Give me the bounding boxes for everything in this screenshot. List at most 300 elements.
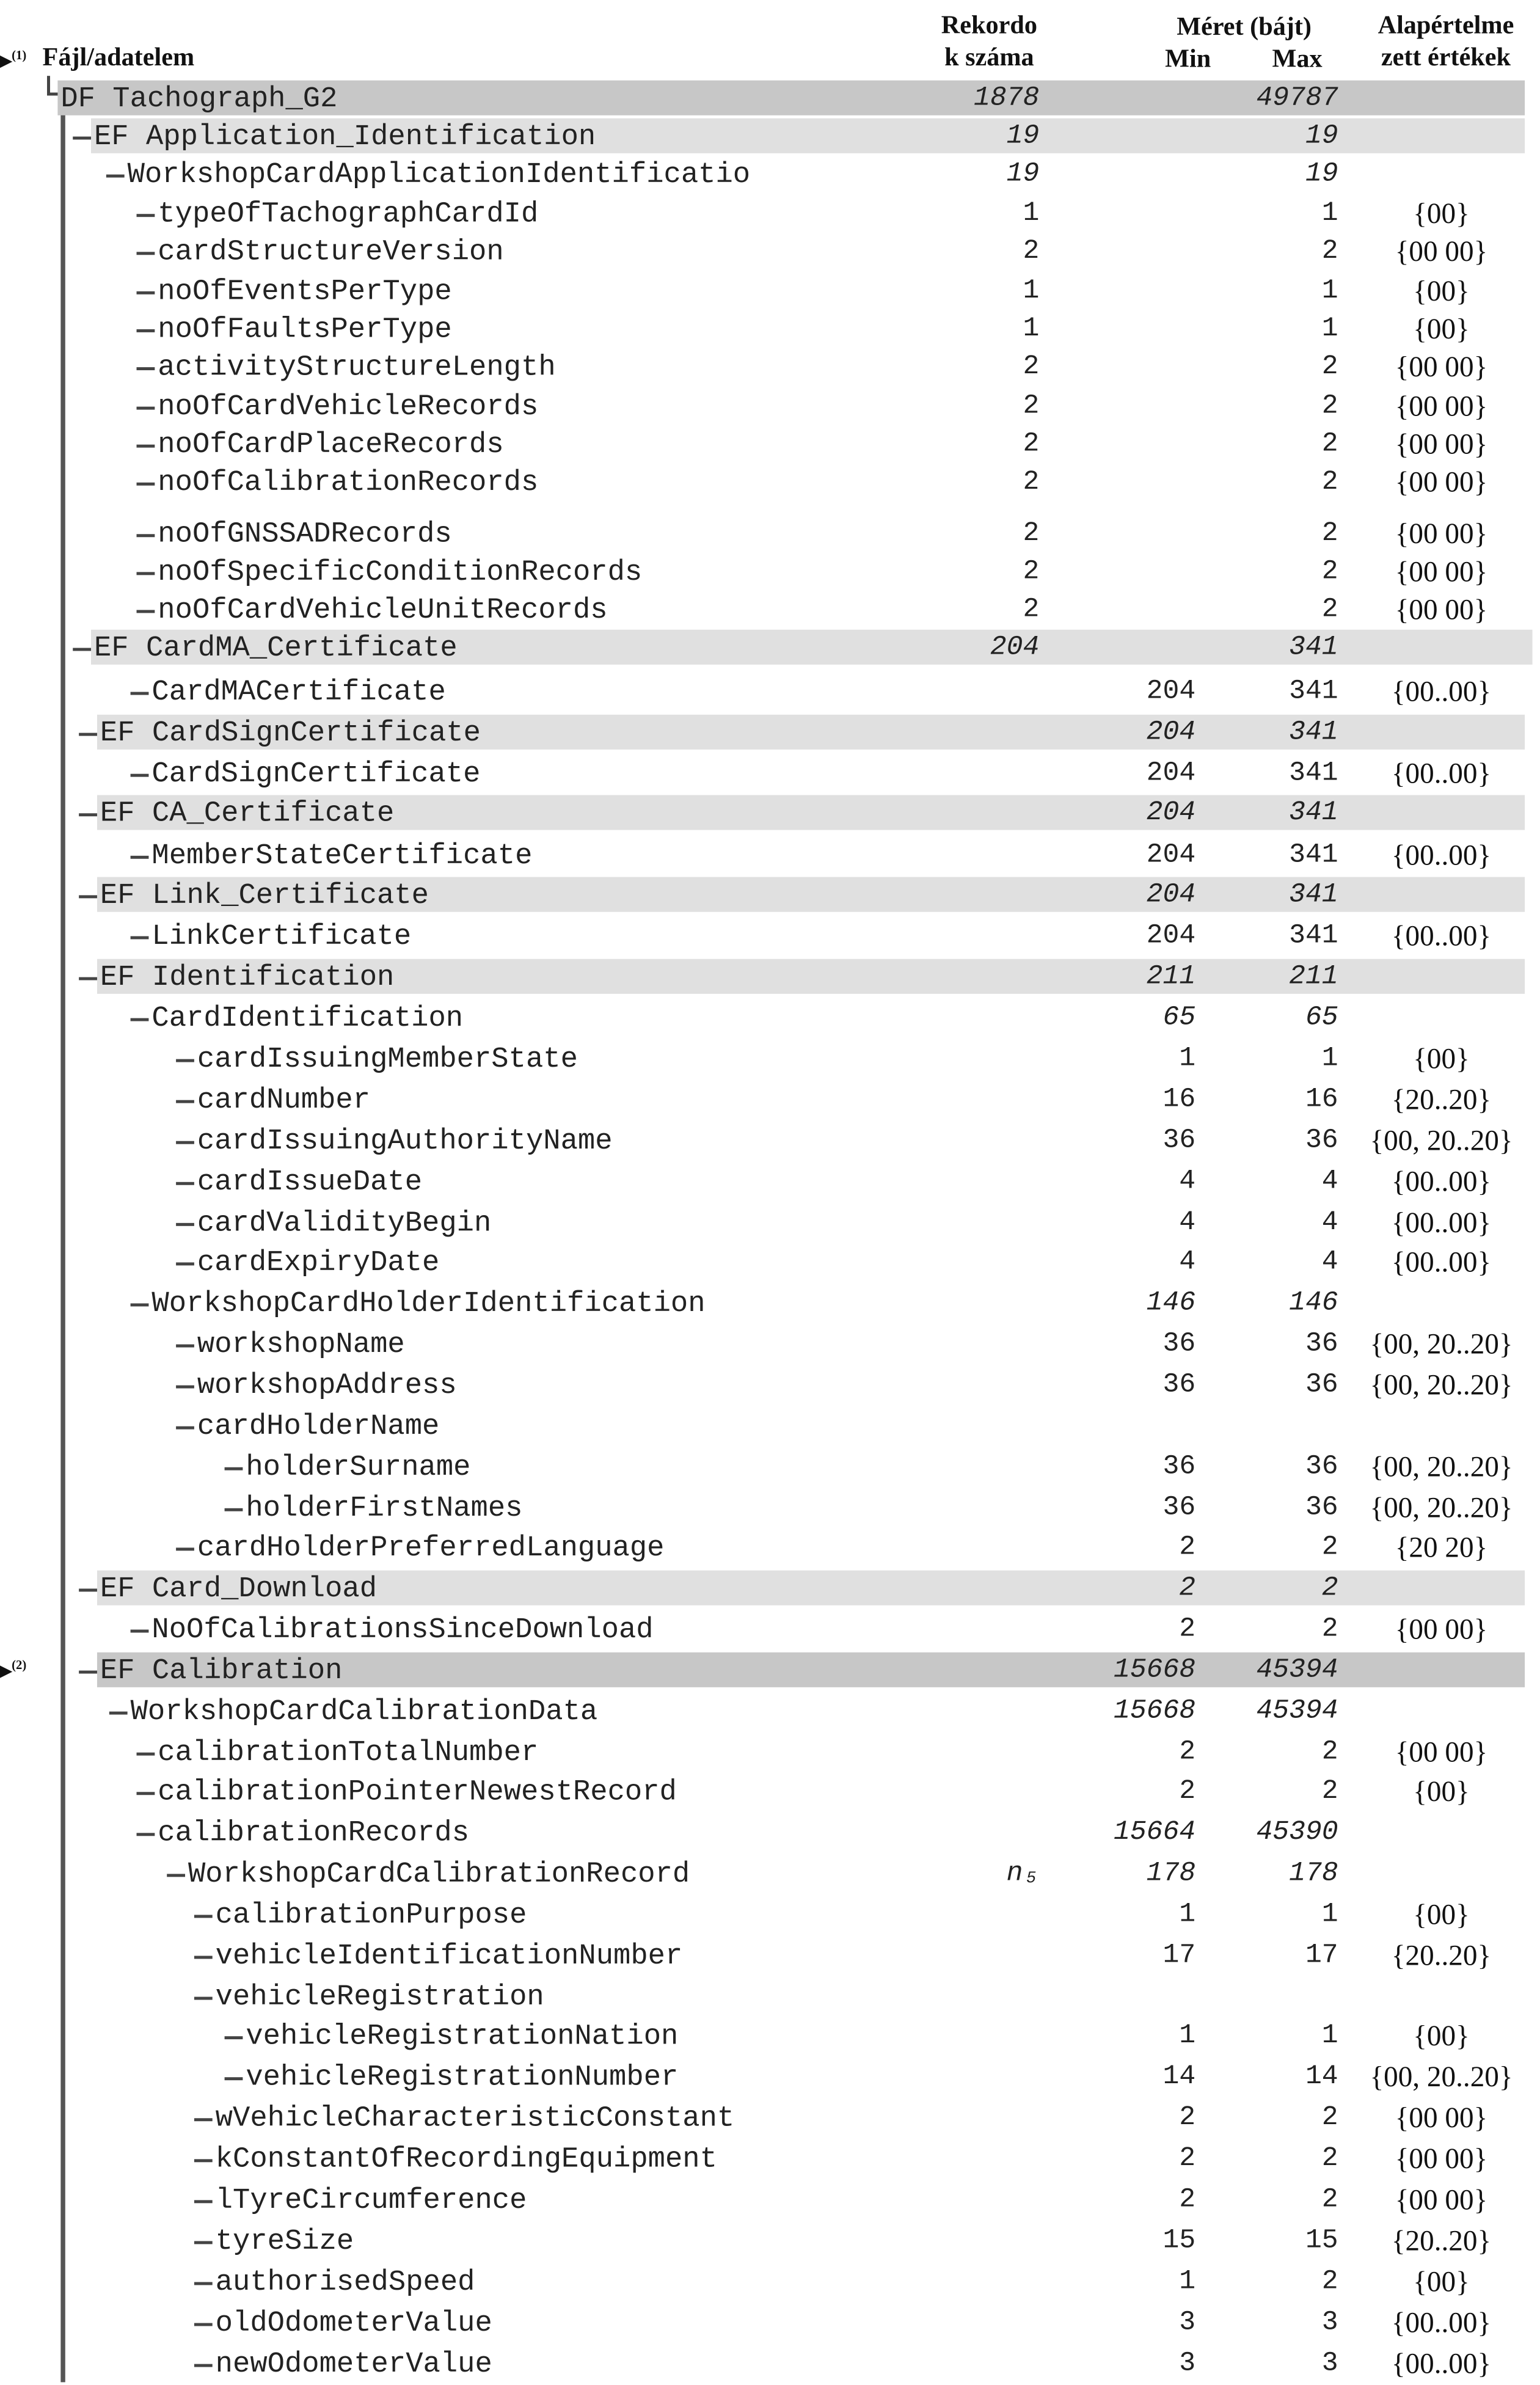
element-name: noOfFaultsPerType — [158, 312, 452, 346]
tree-branch-connector — [176, 1223, 194, 1226]
default-value: {00} — [1413, 2021, 1470, 2053]
tree-branch-connector — [194, 1956, 213, 1959]
size-min: 211 — [1146, 962, 1196, 993]
element-name: newOdometerValue — [215, 2347, 492, 2381]
size-min: 36 — [1162, 1125, 1196, 1156]
default-value: {00} — [1413, 1899, 1470, 1932]
tree-branch-connector — [73, 648, 91, 651]
table-row — [0, 1041, 1540, 1079]
tree-branch-connector — [131, 1018, 149, 1021]
table-row — [0, 795, 1540, 833]
col-header-records-line1: Rekordo — [941, 10, 1037, 40]
size-min: 65 — [1162, 1003, 1196, 1034]
table-row — [0, 1205, 1540, 1243]
table-row — [0, 2264, 1540, 2302]
element-name: workshopAddress — [197, 1368, 457, 1402]
size-max: 19 — [1305, 121, 1338, 152]
tree-branch-connector — [167, 1874, 185, 1877]
element-name: WorkshopCardHolderIdentification — [151, 1287, 706, 1320]
size-max: 341 — [1289, 880, 1338, 911]
size-min: 1 — [1179, 2021, 1196, 2051]
footnote-marker-2: ▶$^{(2)}$ — [0, 1658, 27, 1681]
size-max: 341 — [1289, 758, 1338, 789]
element-name: vehicleRegistration — [215, 1980, 544, 2014]
tree-branch-connector — [225, 1508, 243, 1511]
record-count: 2 — [1023, 391, 1040, 422]
table-row — [0, 349, 1540, 387]
size-min: 4 — [1179, 1208, 1196, 1238]
tree-branch-connector — [194, 2364, 213, 2367]
record-count: 204 — [990, 632, 1040, 663]
tree-branch-connector — [176, 1262, 194, 1265]
element-name: activityStructureLength — [158, 350, 556, 384]
table-row — [0, 1938, 1540, 1976]
table-row — [0, 877, 1540, 915]
size-max: 19 — [1305, 159, 1338, 190]
table-row — [0, 2182, 1540, 2220]
table-row — [0, 1653, 1540, 1690]
tree-branch-connector — [137, 483, 155, 486]
record-count: 2 — [1023, 236, 1040, 268]
element-name: EF Identification — [100, 960, 395, 994]
default-value: {00} — [1413, 314, 1470, 346]
element-name: calibrationRecords — [158, 1816, 470, 1850]
element-name: tyreSize — [215, 2224, 354, 2258]
default-value: {00 00} — [1395, 2185, 1488, 2217]
size-max: 2 — [1321, 236, 1338, 268]
tree-branch-connector — [131, 774, 149, 777]
table-row — [0, 273, 1540, 311]
size-min: 3 — [1179, 2307, 1196, 2339]
size-max: 36 — [1305, 1492, 1338, 1524]
tree-branch-connector — [106, 175, 125, 178]
table-row — [0, 1285, 1540, 1323]
size-min: 36 — [1162, 1329, 1196, 1360]
table-row — [0, 119, 1540, 156]
table-row — [0, 1000, 1540, 1038]
tree-branch-connector — [79, 895, 97, 898]
tree-branch-connector — [79, 1671, 97, 1674]
table-row — [0, 715, 1540, 753]
element-name: cardIssueDate — [197, 1165, 423, 1199]
table-row — [0, 1326, 1540, 1364]
table-row — [0, 2305, 1540, 2343]
size-max: 2 — [1321, 2144, 1338, 2175]
record-count: 19 — [1006, 121, 1040, 152]
tree-branch-connector — [137, 445, 155, 448]
default-value: {00, 20..20} — [1370, 1492, 1513, 1525]
record-count: 2 — [1023, 594, 1040, 626]
table-row — [0, 1815, 1540, 1853]
tree-branch-connector — [176, 1547, 194, 1550]
element-name: CardMACertificate — [151, 675, 446, 709]
default-value: {20 20} — [1395, 1532, 1488, 1565]
element-name: typeOfTachographCardId — [158, 197, 539, 231]
record-count: 1 — [1023, 314, 1040, 345]
table-row — [0, 1449, 1540, 1487]
tree-branch-connector — [73, 137, 91, 140]
tree-branch-connector — [131, 936, 149, 939]
tree-branch-connector — [109, 1712, 128, 1715]
element-name: EF Calibration — [100, 1654, 343, 1687]
table-row — [0, 2346, 1540, 2384]
size-max: 4 — [1321, 1247, 1338, 1278]
size-max: 1 — [1321, 314, 1338, 345]
table-row — [0, 2100, 1540, 2138]
table-row — [0, 918, 1540, 956]
size-min: 1 — [1179, 1899, 1196, 1930]
record-count: 1 — [1023, 199, 1040, 230]
default-value: {00..00} — [1391, 2348, 1492, 2381]
element-name: holderSurname — [246, 1450, 471, 1485]
element-name: oldOdometerValue — [215, 2306, 492, 2340]
element-name: EF Application_Identification — [93, 120, 596, 153]
col-header-name: Fájl/adatelem — [42, 42, 195, 71]
default-value: {00 00} — [1395, 1614, 1488, 1646]
element-name: noOfCardVehicleRecords — [158, 390, 539, 423]
default-value: {00 00} — [1395, 429, 1488, 462]
element-name: CardSignCertificate — [151, 757, 481, 791]
record-count: 2 — [1023, 352, 1040, 382]
size-max: 45394 — [1256, 1696, 1338, 1727]
size-max: 36 — [1305, 1125, 1338, 1156]
size-min: 2 — [1179, 1573, 1196, 1604]
tree-branch-connector — [79, 813, 97, 816]
default-value: {00..00} — [1391, 1247, 1492, 1279]
tree-branch-connector — [176, 1426, 194, 1430]
size-min: 17 — [1162, 1940, 1196, 1971]
size-min: 15668 — [1113, 1696, 1196, 1727]
table-row — [0, 1979, 1540, 2017]
tree-branch-connector — [137, 1833, 155, 1836]
tree-branch-connector — [137, 214, 155, 217]
table-row — [0, 592, 1540, 630]
size-max: 1 — [1321, 276, 1338, 307]
size-max: 2 — [1321, 1614, 1338, 1645]
table-row — [0, 1123, 1540, 1161]
table-row — [0, 756, 1540, 794]
size-min: 1 — [1179, 1043, 1196, 1075]
record-count: 2 — [1023, 467, 1040, 498]
footnote-marker-1-label: (1) — [12, 48, 27, 62]
element-name: cardHolderPreferredLanguage — [197, 1531, 665, 1565]
size-max: 36 — [1305, 1370, 1338, 1401]
record-count: 2 — [1023, 519, 1040, 550]
element-name: MemberStateCertificate — [151, 839, 533, 873]
default-value: {00, 20..20} — [1370, 1452, 1513, 1485]
default-value: {00..00} — [1391, 676, 1492, 709]
element-name: noOfCalibrationRecords — [158, 466, 539, 500]
element-name: cardValidityBegin — [197, 1206, 492, 1240]
size-max: 2 — [1321, 1777, 1338, 1808]
element-name: workshopName — [197, 1328, 405, 1361]
table-row — [0, 81, 1540, 119]
size-min: 2 — [1179, 1777, 1196, 1808]
element-name: NoOfCalibrationsSinceDownload — [151, 1613, 654, 1646]
tree-branch-connector — [137, 1753, 155, 1756]
col-header-records-line2: k száma — [944, 42, 1034, 71]
size-max: 4 — [1321, 1208, 1338, 1238]
default-value: {00 00} — [1395, 2144, 1488, 2176]
size-min: 204 — [1146, 676, 1196, 707]
size-max: 16 — [1305, 1084, 1338, 1116]
size-max: 2 — [1321, 1532, 1338, 1563]
tree-branch-connector — [194, 2241, 213, 2244]
size-max: 146 — [1289, 1288, 1338, 1319]
size-max: 341 — [1289, 798, 1338, 829]
size-min: 4 — [1179, 1247, 1196, 1278]
size-min: 204 — [1146, 758, 1196, 789]
element-name: calibrationPurpose — [215, 1898, 527, 1932]
col-header-min: Min — [1165, 44, 1211, 73]
record-count: 2 — [1023, 429, 1040, 460]
size-min: 2 — [1179, 2185, 1196, 2216]
element-name: WorkshopCardCalibrationData — [130, 1695, 598, 1728]
element-name: DF Tachograph_G2 — [60, 82, 338, 115]
table-row — [0, 2141, 1540, 2179]
tree-branch-connector — [225, 2036, 243, 2039]
record-count: n₅ — [1006, 1858, 1040, 1890]
table-row — [0, 1490, 1540, 1528]
size-max: 1 — [1321, 1043, 1338, 1075]
col-header-max: Max — [1272, 44, 1323, 73]
size-min: 2 — [1179, 1532, 1196, 1563]
table-row — [0, 1693, 1540, 1731]
size-min: 36 — [1162, 1452, 1196, 1483]
default-value: {20..20} — [1391, 1084, 1492, 1117]
size-min: 146 — [1146, 1288, 1196, 1319]
tree-branch-connector — [137, 407, 155, 410]
size-min: 204 — [1146, 921, 1196, 952]
default-value: {00 00} — [1395, 519, 1488, 551]
tree-branch-connector — [131, 856, 149, 859]
default-value: {00 00} — [1395, 391, 1488, 423]
element-name: calibrationTotalNumber — [158, 1736, 539, 1769]
default-value: {20..20} — [1391, 2226, 1492, 2258]
size-min: 204 — [1146, 840, 1196, 871]
table-row — [0, 1773, 1540, 1811]
table-row — [0, 1612, 1540, 1649]
size-max: 2 — [1321, 429, 1338, 460]
table-row — [0, 2223, 1540, 2261]
tree-branch-connector — [137, 572, 155, 575]
tree-branch-connector — [176, 1100, 194, 1103]
table-row — [0, 554, 1540, 592]
default-value: {00 00} — [1395, 1737, 1488, 1769]
size-min: 16 — [1162, 1084, 1196, 1116]
table-row — [0, 1082, 1540, 1120]
table-row — [0, 156, 1540, 194]
default-value: {00..00} — [1391, 758, 1492, 791]
size-max: 341 — [1289, 717, 1338, 748]
tree-branch-connector — [194, 2323, 213, 2326]
default-value: {00 00} — [1395, 594, 1488, 627]
size-max: 341 — [1289, 840, 1338, 871]
default-value: {00, 20..20} — [1370, 2062, 1513, 2094]
size-max: 2 — [1321, 557, 1338, 588]
tree-branch-connector — [79, 1588, 97, 1591]
element-name: cardExpiryDate — [197, 1246, 440, 1279]
table-row — [0, 1530, 1540, 1568]
size-max: 2 — [1321, 2103, 1338, 2134]
tree-branch-connector — [131, 1303, 149, 1306]
size-max: 2 — [1321, 519, 1338, 550]
default-value: {00..00} — [1391, 2307, 1492, 2340]
footnote-marker-2-label: (2) — [12, 1658, 27, 1673]
default-value: {20..20} — [1391, 1940, 1492, 1973]
table-row — [0, 630, 1540, 668]
size-max: 341 — [1289, 632, 1338, 663]
element-name: EF CardMA_Certificate — [93, 631, 458, 665]
table-row — [0, 1571, 1540, 1609]
element-name: WorkshopCardApplicationIdentificatio — [127, 158, 751, 191]
table-row — [0, 233, 1540, 271]
element-name: noOfEventsPerType — [158, 274, 452, 309]
element-name: vehicleRegistrationNumber — [246, 2060, 679, 2094]
size-max: 2 — [1321, 352, 1338, 382]
element-name: wVehicleCharacteristicConstant — [215, 2101, 735, 2135]
size-max: 341 — [1289, 921, 1338, 952]
size-max: 178 — [1289, 1858, 1338, 1890]
element-name: vehicleIdentificationNumber — [215, 1939, 683, 1973]
element-name: cardHolderName — [197, 1409, 440, 1443]
table-row — [0, 1856, 1540, 1894]
tree-branch-connector — [176, 1345, 194, 1348]
tree-branch-connector — [137, 367, 155, 370]
element-name: WorkshopCardCalibrationRecord — [188, 1857, 690, 1891]
size-max: 2 — [1321, 391, 1338, 422]
size-max: 45390 — [1256, 1817, 1338, 1849]
size-min: 36 — [1162, 1370, 1196, 1401]
size-max: 36 — [1305, 1452, 1338, 1483]
element-name: EF CardSignCertificate — [100, 716, 481, 750]
element-name: noOfGNSSADRecords — [158, 517, 452, 551]
element-name: vehicleRegistrationNation — [246, 2019, 679, 2053]
tree-branch-connector — [79, 977, 97, 981]
tree-branch-connector — [225, 1467, 243, 1470]
default-value: {00 00} — [1395, 352, 1488, 384]
size-min: 1 — [1179, 2266, 1196, 2298]
size-max: 14 — [1305, 2062, 1338, 2093]
size-max: 1 — [1321, 199, 1338, 230]
size-min: 14 — [1162, 2062, 1196, 2093]
default-value: {00..00} — [1391, 1208, 1492, 1240]
tree-branch-connector — [194, 1915, 213, 1918]
size-min: 15664 — [1113, 1817, 1196, 1849]
default-value: {00..00} — [1391, 921, 1492, 953]
tree-branch-connector — [225, 2077, 243, 2080]
element-name: cardNumber — [197, 1083, 371, 1117]
size-max: 49787 — [1256, 83, 1338, 114]
size-max: 3 — [1321, 2348, 1338, 2380]
tree-branch-connector — [79, 733, 97, 736]
size-min: 36 — [1162, 1492, 1196, 1524]
record-count: 19 — [1006, 159, 1040, 190]
tree-branch-connector — [176, 1059, 194, 1062]
default-value: {00, 20..20} — [1370, 1125, 1513, 1158]
element-name: noOfCardPlaceRecords — [158, 428, 504, 462]
tree-branch-connector — [194, 2282, 213, 2285]
element-name: kConstantOfRecordingEquipment — [215, 2142, 717, 2176]
default-value: {00} — [1413, 276, 1470, 309]
table-row — [0, 2018, 1540, 2056]
element-name: EF Card_Download — [100, 1572, 378, 1605]
table-row — [0, 1367, 1540, 1405]
table-row — [0, 464, 1540, 502]
default-value: {00, 20..20} — [1370, 1329, 1513, 1361]
default-value: {00} — [1413, 2266, 1470, 2299]
table-row — [0, 959, 1540, 997]
element-name: authorisedSpeed — [215, 2265, 475, 2299]
tree-branch-connector — [194, 2200, 213, 2203]
tree-branch-connector — [176, 1141, 194, 1144]
record-count: 1 — [1023, 276, 1040, 307]
size-min: 4 — [1179, 1166, 1196, 1197]
element-name: cardIssuingMemberState — [197, 1042, 578, 1076]
tree-branch-connector — [137, 291, 155, 294]
size-max: 2 — [1321, 1737, 1338, 1768]
size-max: 3 — [1321, 2307, 1338, 2339]
tree-branch-connector — [194, 2118, 213, 2121]
table-row — [0, 426, 1540, 464]
table-row — [0, 838, 1540, 875]
element-name: LinkCertificate — [151, 919, 412, 953]
size-max: 45394 — [1256, 1655, 1338, 1686]
table-row — [0, 1897, 1540, 1935]
tree-branch-connector — [194, 1997, 213, 2000]
tree-branch-connector — [176, 1182, 194, 1185]
element-name: holderFirstNames — [246, 1491, 523, 1525]
table-row — [0, 2059, 1540, 2097]
record-count: 2 — [1023, 557, 1040, 588]
size-min: 3 — [1179, 2348, 1196, 2380]
table-row — [0, 1734, 1540, 1772]
element-name: EF CA_Certificate — [100, 796, 395, 830]
default-value: {00 00} — [1395, 236, 1488, 269]
size-max: 1 — [1321, 2021, 1338, 2051]
size-min: 178 — [1146, 1858, 1196, 1890]
default-value: {00, 20..20} — [1370, 1370, 1513, 1402]
tree-branch-connector — [137, 1792, 155, 1795]
table-row — [0, 1408, 1540, 1446]
default-value: {00 00} — [1395, 2103, 1488, 2135]
size-max: 211 — [1289, 962, 1338, 993]
tree-branch-connector — [176, 1386, 194, 1389]
tree-branch-connector — [131, 692, 149, 695]
element-name: lTyreCircumference — [215, 2183, 527, 2217]
default-value: {00..00} — [1391, 1166, 1492, 1199]
element-name: EF Link_Certificate — [100, 878, 429, 912]
size-max: 2 — [1321, 2185, 1338, 2216]
element-name: calibrationPointerNewestRecord — [158, 1775, 677, 1809]
element-name: noOfCardVehicleUnitRecords — [158, 593, 608, 627]
tree-branch-connector — [137, 252, 155, 255]
default-value: {00..00} — [1391, 840, 1492, 873]
size-max: 65 — [1305, 1003, 1338, 1034]
element-name: cardIssuingAuthorityName — [197, 1124, 613, 1158]
table-row — [0, 674, 1540, 712]
tree-branch-connector — [194, 2159, 213, 2162]
element-name: CardIdentification — [151, 1001, 464, 1035]
size-min: 15 — [1162, 2226, 1196, 2257]
default-value: {00} — [1413, 1777, 1470, 1809]
tree-branch-connector — [131, 1629, 149, 1632]
tree-branch-connector — [137, 610, 155, 613]
record-count: 1878 — [973, 83, 1040, 114]
size-min: 204 — [1146, 798, 1196, 829]
size-min: 2 — [1179, 2144, 1196, 2175]
size-min: 2 — [1179, 1737, 1196, 1768]
